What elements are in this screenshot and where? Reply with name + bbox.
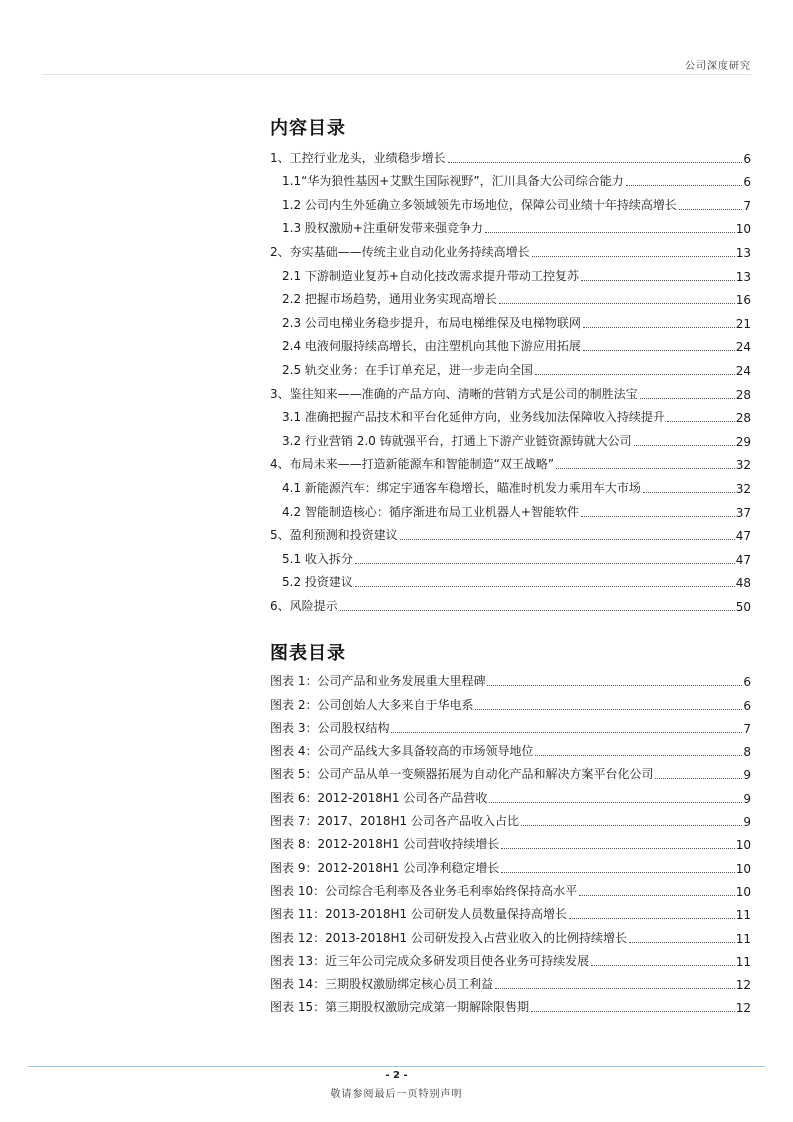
toc-entry-page: 10 <box>735 838 751 853</box>
toc-entry-page: 13 <box>735 269 751 284</box>
toc-entry-page: 11 <box>735 908 751 923</box>
header-divider <box>42 74 751 75</box>
toc-entry[interactable] <box>270 331 751 355</box>
toc-entry-page: 7 <box>743 198 751 213</box>
toc-entry-label: 2、夯实基础——传统主业自动化业务持续高增长 <box>270 244 530 259</box>
toc-entry-page: 24 <box>735 340 751 355</box>
toc-entry-label: 图表 15：第三期股权激励完成第一期解除限售期 <box>270 1000 530 1015</box>
toc-entry-page: 28 <box>735 387 751 402</box>
toc-entry-page: 6 <box>743 675 751 690</box>
toc-entry-label: 1、工控行业龙头，业绩稳步增长 <box>270 150 446 165</box>
toc-entry[interactable] <box>270 496 751 520</box>
toc-dot-leader <box>501 847 734 849</box>
toc-entry[interactable] <box>270 899 751 922</box>
toc-dot-leader <box>667 420 735 422</box>
toc-entry-page: 9 <box>743 815 751 830</box>
toc-entry-page: 16 <box>735 293 751 308</box>
toc-dot-leader <box>535 373 735 375</box>
toc-entry[interactable] <box>270 142 751 166</box>
toc-entry-page: 10 <box>735 884 751 899</box>
toc-entry[interactable] <box>270 449 751 473</box>
toc-entry-label: 3.1 准确把握产品技术和平台化延伸方向，业务线加法保障收入持续提升 <box>282 410 665 425</box>
toc-dot-leader <box>569 917 735 919</box>
toc-entry-page: 6 <box>743 698 751 713</box>
toc-entry-page: 6 <box>743 151 751 166</box>
toc-entry-label: 图表 14：三期股权激励绑定核心员工利益 <box>270 977 494 992</box>
toc-dot-leader <box>521 824 742 826</box>
toc-dot-leader <box>629 941 735 943</box>
toc-entry[interactable] <box>270 946 751 969</box>
toc-dot-leader <box>581 515 735 517</box>
toc-entry-page: 6 <box>743 175 751 190</box>
toc-entry-page: 47 <box>735 552 751 567</box>
toc-dot-leader <box>581 279 735 281</box>
figures-list <box>270 666 751 1015</box>
toc-entry[interactable] <box>270 166 751 190</box>
toc-entry-label: 3、鉴往知来——准确的产品方向、清晰的营销方式是公司的制胜法宝 <box>270 386 638 401</box>
toc-dot-leader <box>643 491 735 493</box>
toc-dot-leader <box>485 231 735 233</box>
toc-entry-label: 4、布局未来——打造新能源车和智能制造“双王战略” <box>270 457 555 472</box>
toc-entry-label: 3.2 行业营销 2.0 铸就强平台，打通上下游产业链资源铸就大公司 <box>282 433 632 448</box>
toc-entry[interactable] <box>270 567 751 591</box>
toc-entry-label: 图表 9：2012-2018H1 公司净利稳定增长 <box>270 860 500 875</box>
toc-dot-leader <box>531 1010 735 1012</box>
toc-entry-label: 4.1 新能源汽车：绑定宇通客车稳增长，瞄准时机发力乘用车大市场 <box>282 480 641 495</box>
toc-entry-page: 11 <box>735 931 751 946</box>
toc-dot-leader <box>355 585 735 587</box>
toc-entry[interactable] <box>270 354 751 378</box>
toc-entry[interactable] <box>270 520 751 544</box>
toc-entry-label: 图表 10：公司综合毛利率及各业务毛利率始终保持高水平 <box>270 883 578 898</box>
footer-page-number: - 2 - <box>385 1070 408 1081</box>
toc-entry[interactable] <box>270 736 751 759</box>
toc-entry[interactable] <box>270 284 751 308</box>
toc-dot-leader <box>579 894 735 896</box>
toc-entry-page: 8 <box>743 745 751 760</box>
toc-entry-page: 11 <box>735 954 751 969</box>
toc-entry[interactable] <box>270 713 751 736</box>
toc-dot-leader <box>391 731 742 733</box>
toc-entry[interactable] <box>270 852 751 875</box>
toc-dot-leader <box>532 255 735 257</box>
toc-entry-label: 2.2 把握市场趋势，通用业务实现高增长 <box>282 292 497 307</box>
toc-entry-label: 图表 6：2012-2018H1 公司各产品营收 <box>270 790 488 805</box>
toc-entry-page: 10 <box>735 861 751 876</box>
toc-entry-page: 9 <box>743 791 751 806</box>
toc-entry-label: 图表 5：公司产品从单一变频器拓展为自动化产品和解决方案平台化公司 <box>270 767 654 782</box>
toc-entry-label: 2.5 轨交业务：在手订单充足，进一步走向全国 <box>282 362 533 377</box>
toc-dot-leader <box>583 326 735 328</box>
toc-entry[interactable] <box>270 992 751 1015</box>
toc-entry[interactable] <box>270 590 751 614</box>
toc-dot-leader <box>448 161 743 163</box>
toc-entry[interactable] <box>270 260 751 284</box>
toc-entry-label: 1.2 公司内生外延确立多领域领先市场地位，保障公司业绩十年持续高增长 <box>282 197 677 212</box>
toc-entry[interactable] <box>270 307 751 331</box>
toc-entry-label: 2.3 公司电梯业务稳步提升，布局电梯维保及电梯物联网 <box>282 315 581 330</box>
toc-entry-page: 24 <box>735 363 751 378</box>
footer-divider <box>28 1066 765 1067</box>
toc-entry[interactable] <box>270 402 751 426</box>
toc-dot-leader <box>489 801 742 803</box>
toc-entry-page: 37 <box>735 505 751 520</box>
toc-dot-leader <box>355 562 735 564</box>
toc-dot-leader <box>640 397 735 399</box>
toc-dot-leader <box>634 444 735 446</box>
toc-entry-label: 图表 7：2017、2018H1 公司各产品收入占比 <box>270 814 520 829</box>
toc-entry-page: 28 <box>735 411 751 426</box>
toc-entry-label: 4.2 智能制造核心：循序渐进布局工业机器人+智能软件 <box>282 504 579 519</box>
toc-entry-label: 图表 13：近三年公司完成众多研发项目使各业务可持续发展 <box>270 953 590 968</box>
toc-entry[interactable] <box>270 666 751 689</box>
toc-entry-page: 29 <box>735 434 751 449</box>
toc-entry-page: 9 <box>743 768 751 783</box>
toc-dot-leader <box>655 777 742 779</box>
toc-dot-leader <box>487 684 742 686</box>
toc-entry-label: 图表 8：2012-2018H1 公司营收持续增长 <box>270 837 500 852</box>
header-category: 公司深度研究 <box>685 61 751 72</box>
toc-entry-label: 图表 3：公司股权结构 <box>270 720 390 735</box>
toc-entry-page: 12 <box>735 1001 751 1016</box>
toc-entry-label: 图表 4：公司产品线大多具备较高的市场领导地位 <box>270 744 534 759</box>
toc-entry[interactable] <box>270 472 751 496</box>
toc-entry[interactable] <box>270 378 751 402</box>
toc-entry[interactable] <box>270 782 751 805</box>
toc-entry-page: 50 <box>735 599 751 614</box>
toc-entry-page: 32 <box>735 481 751 496</box>
toc-entry-label: 图表 2：公司创始人大多来自于华电系 <box>270 697 474 712</box>
toc-entry[interactable] <box>270 759 751 782</box>
toc-entry[interactable] <box>270 543 751 567</box>
toc-dot-leader <box>556 467 735 469</box>
toc-entry[interactable] <box>270 829 751 852</box>
toc-dot-leader <box>626 184 743 186</box>
toc-entry-label: 图表 11：2013-2018H1 公司研发人员数量保持高增长 <box>270 907 567 922</box>
toc-entry-label: 图表 1：公司产品和业务发展重大里程碑 <box>270 674 486 689</box>
toc-dot-leader <box>340 609 735 611</box>
toc-entry-page: 47 <box>735 529 751 544</box>
toc-dot-leader <box>501 871 734 873</box>
toc-dot-leader <box>475 708 742 710</box>
toc-entry[interactable] <box>270 189 751 213</box>
toc-dot-leader <box>400 538 735 540</box>
toc-entry[interactable] <box>270 922 751 945</box>
toc-entry[interactable] <box>270 425 751 449</box>
toc-entry[interactable] <box>270 236 751 260</box>
toc-entry-page: 32 <box>735 458 751 473</box>
footer-disclaimer: 敬请参阅最后一页特别声明 <box>330 1089 463 1100</box>
toc-dot-leader <box>495 987 735 989</box>
figures-title: 图表目录 <box>270 643 346 664</box>
toc-dot-leader <box>591 964 735 966</box>
toc-entry-label: 2.1 下游制造业复苏+自动化技改需求提升带动工控复苏 <box>282 268 579 283</box>
toc-entry-label: 5.2 投资建议 <box>282 575 353 590</box>
toc-entry-page: 7 <box>743 721 751 736</box>
toc-entry-page: 12 <box>735 978 751 993</box>
toc-entry-label: 5、盈利预测和投资建议 <box>270 528 398 543</box>
toc-entry-page: 10 <box>735 222 751 237</box>
toc-dot-leader <box>583 349 735 351</box>
toc-entry-label: 6、风险提示 <box>270 598 338 613</box>
toc-entry-label: 1.1“华为狼性基因+艾默生国际视野”，汇川具备大公司综合能力 <box>282 174 624 189</box>
toc-entry[interactable] <box>270 689 751 712</box>
toc-entry[interactable] <box>270 876 751 899</box>
toc-entry-page: 48 <box>735 576 751 591</box>
toc-entry-page: 21 <box>735 316 751 331</box>
toc-entry[interactable] <box>270 213 751 237</box>
toc-entry-label: 5.1 收入拆分 <box>282 551 353 566</box>
toc-entry[interactable] <box>270 806 751 829</box>
toc-entry-label: 2.4 电液伺服持续高增长，由注塑机向其他下游应用拓展 <box>282 339 581 354</box>
toc-dot-leader <box>499 302 735 304</box>
toc-entry-label: 1.3 股权激励+注重研发带来强竞争力 <box>282 221 483 236</box>
contents-title: 内容目录 <box>270 118 346 139</box>
toc-entry[interactable] <box>270 969 751 992</box>
toc-entry-page: 13 <box>735 245 751 260</box>
contents-list <box>270 142 751 614</box>
toc-entry-label: 图表 12：2013-2018H1 公司研发投入占营业收入的比例持续增长 <box>270 930 627 945</box>
toc-dot-leader <box>535 754 742 756</box>
toc-dot-leader <box>679 208 742 210</box>
